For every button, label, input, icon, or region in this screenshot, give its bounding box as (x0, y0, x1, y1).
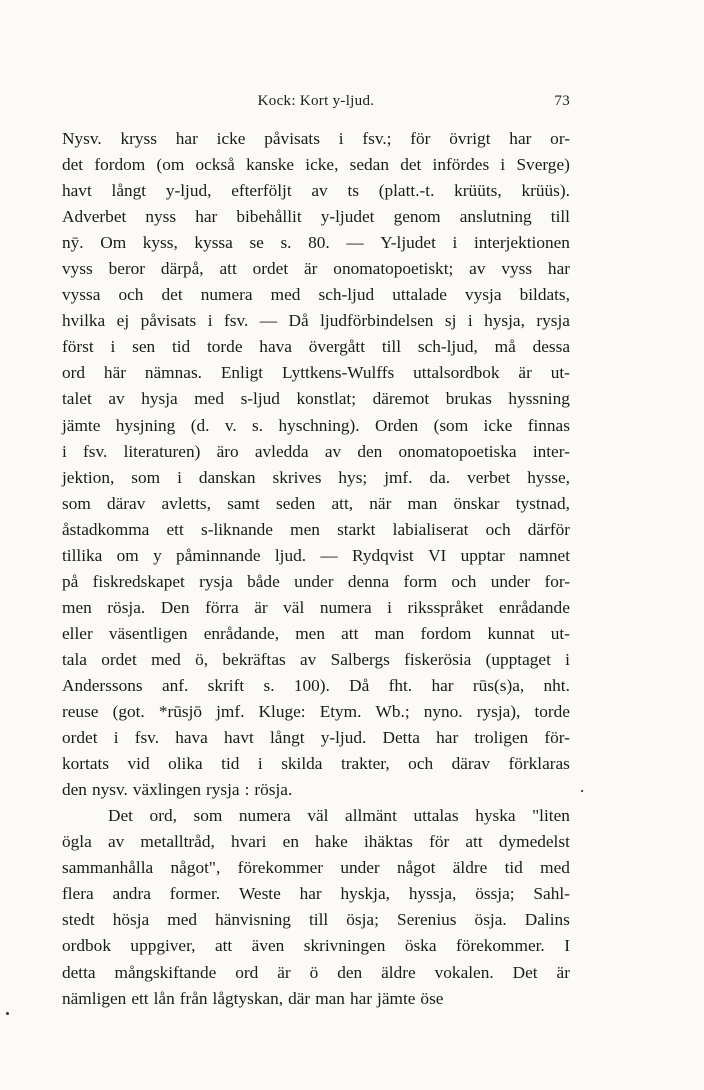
text-line: nämligen ett lån från lågtyskan, där man har jämte öse (62, 988, 444, 1008)
text-line: jektion, som i danskan skrives hys; jmf. da. verbet hysse, (62, 467, 570, 487)
text-line: vyssa och det numera med sch-ljud uttalade vysja bildats, (62, 285, 570, 305)
text-line: tillika om y påminnande ljud. — Rydqvist VI upptar namnet (62, 545, 570, 565)
text-line: ordet i fsv. hava havt långt y-ljud. Detta har troligen för- (62, 728, 570, 748)
body-text (62, 126, 570, 1012)
text-line: tala ordet med ö, bekräftas av Salbergs fiskerösia (upptaget i (62, 649, 570, 669)
running-title: Kock: Kort y-ljud. (257, 93, 375, 109)
edge-dot (6, 1012, 9, 1015)
text-line: jämte hysjning (d. v. s. hyschning). Orden (som icke finnas (62, 415, 570, 435)
text-line: stedt hösja med hänvisning till ösja; Serenius ösja. Dalins (62, 910, 570, 930)
text-line: sammanhålla något", förekommer under något äldre tid med (62, 858, 570, 878)
text-line: i fsv. literaturen) äro avledda av den onomatopoetiska inter- (62, 441, 570, 461)
text-line: först i sen tid torde hava övergått till sch-ljud, må dessa (62, 337, 570, 357)
text-line: ord här nämnas. Enligt Lyttkens-Wulffs uttalsordbok är ut- (62, 363, 570, 383)
text-line: havt långt y-ljud, efterföljt av ts (platt.-t. krüüts, krüüs). (62, 181, 570, 201)
text-line: den nysv. växlingen rysja : rösja. (62, 780, 293, 800)
text-line: hvilka ej påvisats i fsv. — Då ljudförbindelsen sj i hysja, rysja (62, 311, 570, 331)
text-line: ordbok uppgiver, att även skrivningen öska förekommer. I (62, 936, 570, 956)
text-line: Det ord, som numera väl allmänt uttalas hyska "liten (108, 806, 570, 826)
page-number: 73 (554, 93, 570, 109)
text-line: på fiskredskapet rysja både under denna form och under for- (62, 571, 570, 591)
text-line: åstadkomma ett s-liknande men starkt labialiserat och därför (62, 519, 570, 539)
text-line: reuse (got. *rūsjō jmf. Kluge: Etym. Wb.; nyno. rysja), torde (62, 702, 570, 722)
text-line: detta mångskiftande ord är ö den äldre vokalen. Det är (62, 962, 570, 982)
text-line: som därav avletts, samt seden att, när man önskar tystnad, (62, 493, 570, 513)
text-line: det fordom (om också kanske icke, sedan det infördes i Sverge) (62, 155, 570, 175)
text-line: eller väsentligen enrådande, men att man fordom kunnat ut- (62, 623, 570, 643)
text-line: kortats vid olika tid i skilda trakter, och därav förklaras (62, 754, 570, 774)
text-line: Adverbet nyss har bibehållit y-ljudet genom anslutning till (62, 207, 570, 227)
text-line: Nysv. kryss har icke påvisats i fsv.; för övrigt har or- (62, 129, 570, 148)
text-line: nȳ. Om kyss, kyssa se s. 80. — Y-ljudet i interjektionen (62, 233, 570, 253)
text-line: flera andra former. Weste har hyskja, hyssja, össja; Sahl- (62, 884, 570, 904)
text-line: talet av hysja med s-ljud konstlat; däremot brukas hyssning (62, 389, 570, 409)
text-line: Anderssons anf. skrift s. 100). Då fht. har rūs(s)a, nht. (62, 675, 570, 695)
margin-mark: . (580, 777, 585, 796)
text-line: men rösja. Den förra är väl numera i riksspråket enrådande (62, 597, 570, 617)
text-line: vyss beror därpå, att ordet är onomatopoetiskt; av vyss har (62, 259, 570, 279)
text-line: ögla av metalltråd, hvari en hake ihäktas för att dymedelst (62, 832, 570, 852)
